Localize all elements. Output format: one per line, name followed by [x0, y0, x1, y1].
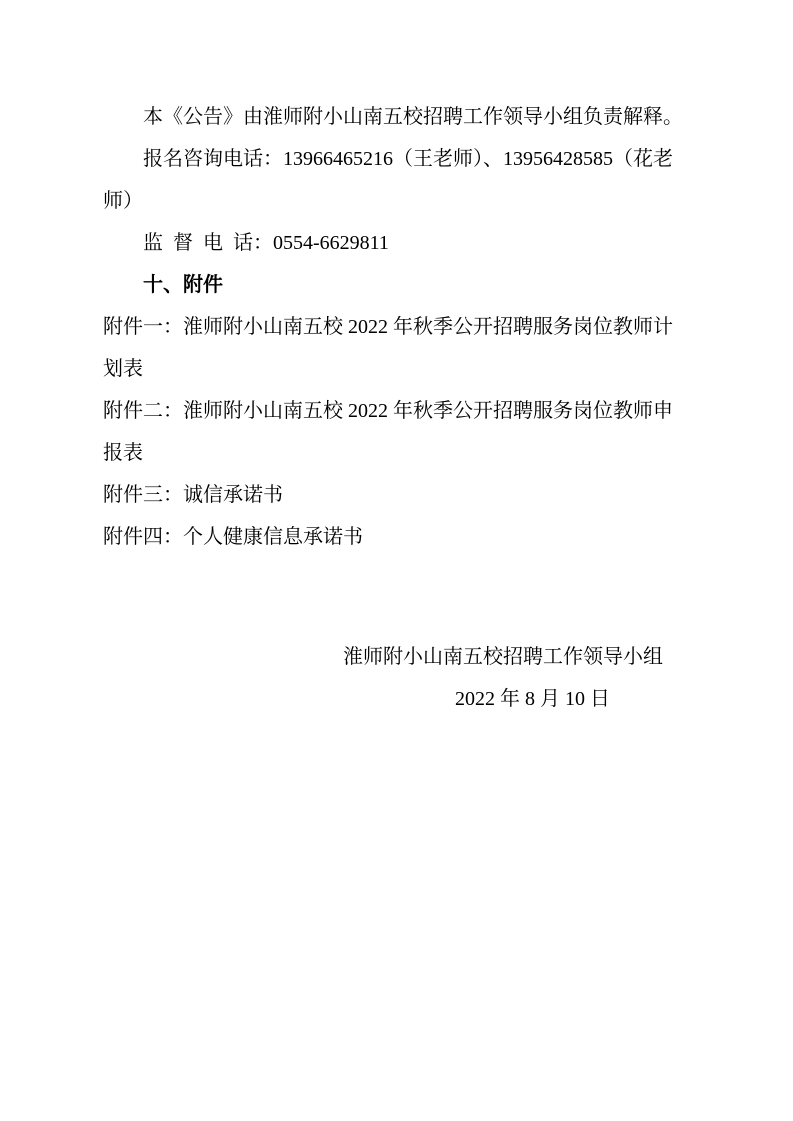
signature-block — [103, 636, 690, 720]
closing-note-paragraph: 本《公告》由淮师附小山南五校招聘工作领导小组负责解释。 — [143, 106, 683, 128]
attachment-item-3: 附件三：诚信承诺书 — [103, 484, 283, 506]
contact-phone-paragraph: 报名咨询电话：13966465216（王老师）、13956428585（花老师） — [103, 148, 673, 212]
signature-date: 2022 年 8 月 10 日 — [455, 688, 610, 710]
attachments-section-heading: 十、附件 — [143, 274, 223, 296]
attachment-item-4: 附件四：个人健康信息承诺书 — [103, 526, 363, 548]
attachment-item-2: 附件二：淮师附小山南五校 2022 年秋季公开招聘服务岗位教师申报表 — [103, 400, 673, 464]
supervision-phone-paragraph: 监 督 电 话：0554-6629811 — [143, 232, 389, 254]
signature-organization: 淮师附小山南五校招聘工作领导小组 — [343, 646, 663, 668]
attachment-item-1: 附件一：淮师附小山南五校 2022 年秋季公开招聘服务岗位教师计划表 — [103, 316, 673, 380]
